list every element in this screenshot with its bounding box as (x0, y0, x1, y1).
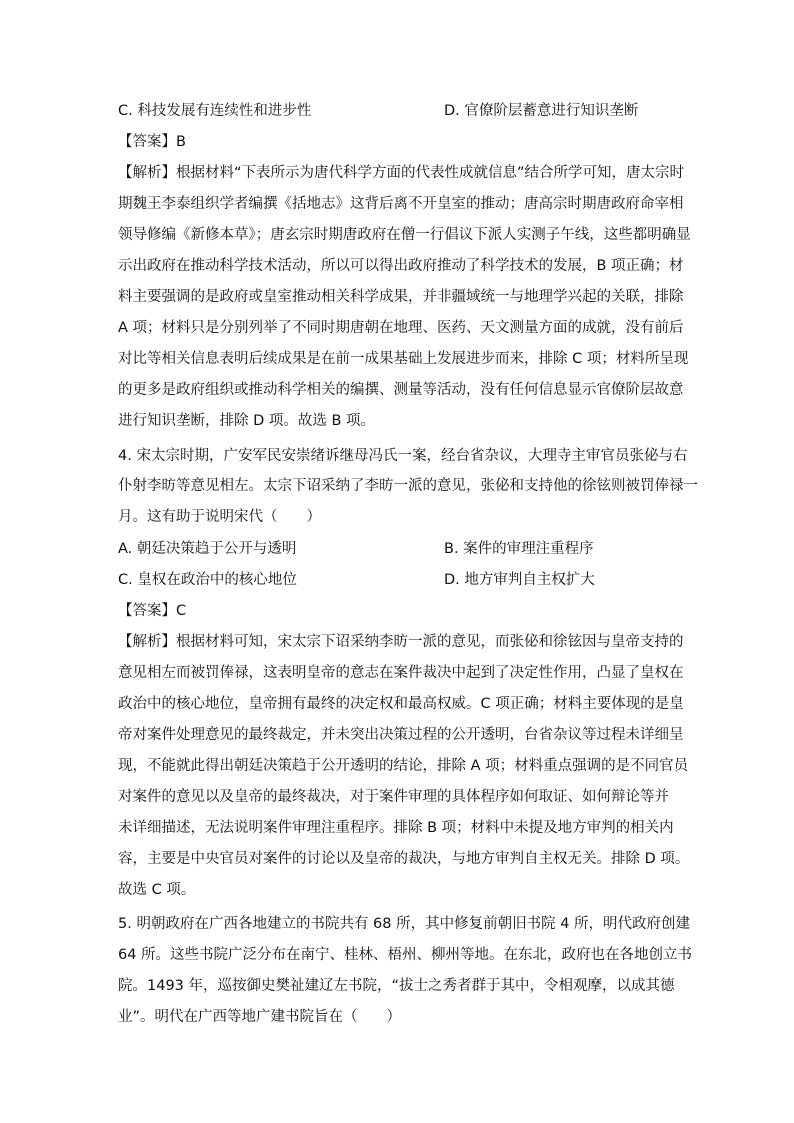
q3-analysis-line: 示出政府在推动科学技术活动，所以可以得出政府推动了科学技术的发展，B 项正确；材 (118, 258, 684, 274)
q4-analysis-line: 对案件的意见以及皇帝的最终裁决，对于案件审理的具体程序如何取证、如何辩论等并 (118, 789, 669, 805)
q3-answer: 【答案】B (118, 134, 186, 150)
q4-option-c[interactable]: C. 皇权在政治中的核心地位 (118, 572, 297, 588)
q4-option-a[interactable]: A. 朝廷决策趋于公开与透明 (118, 541, 297, 557)
q4-stem-line: 仆射李昉等意见相左。太宗下诏采纳了李昉一派的意见，张佖和支持他的徐铉则被罚俸禄一 (118, 478, 698, 494)
q3-options-row-cd (118, 101, 678, 121)
q3-option-d[interactable]: D. 官僚阶层蓄意进行知识垄断 (444, 103, 639, 119)
q5-stem-line: 64 所。这些书院广泛分布在南宁、桂林、梧州、柳州等地。在东北，政府也在各地创立书 (118, 947, 693, 963)
q5-stem-line: 院。1493 年，巡按御史樊祉建辽左书院，“拔士之秀者群于其中，令相观摩，以成其德 (118, 978, 675, 994)
q4-analysis-line: 意见相左而被罚俸禄，这表明皇帝的意志在案件裁决中起到了决定性作用，凸显了皇权在 (118, 665, 684, 681)
q3-analysis-line: 【解析】根据材料“下表所示为唐代科学方面的代表性成就信息”结合所学可知，唐太宗时 (118, 165, 685, 181)
q3-analysis-line: 期魏王李泰组织学者编撰《括地志》这背后离不开皇室的推动；唐高宗时期唐政府命宰相 (118, 196, 684, 212)
q4-stem-line: 4. 宋太宗时期，广安军民安崇绪诉继母冯氏一案，经台省杂议，大理寺主审官员张佖与右 (118, 448, 688, 464)
q3-analysis-line: 的更多是政府组织或推动科学相关的编撰、测量等活动，没有任何信息显示官僚阶层故意 (118, 382, 684, 398)
q3-analysis-line: 对比等相关信息表明后续成果是在前一成果基础上发展进步而来，排除 C 项；材料所呈现 (118, 351, 689, 367)
q5-stem-line: 业”。明代在广西等地广建书院旨在（ ） (118, 1009, 402, 1025)
q4-analysis-line: 现，不能就此得出朝廷决策趋于公开透明的结论，排除 A 项；材料重点强调的是不同官员 (118, 758, 689, 774)
q4-analysis-line: 【解析】根据材料可知，宋太宗下诏采纳李昉一派的意见，而张佖和徐铉因与皇帝支持的 (118, 634, 684, 650)
q4-option-b[interactable]: B. 案件的审理注重程序 (444, 541, 594, 557)
q3-analysis-line: A 项；材料只是分别列举了不同时期唐朝在地理、医药、天文测量方面的成就，没有前后 (118, 320, 684, 336)
q4-analysis-line: 未详细描述，无法说明案件审理注重程序。排除 B 项；材料中未提及地方审判的相关内 (118, 820, 674, 836)
q4-option-d[interactable]: D. 地方审判自主权扩大 (444, 572, 595, 588)
q3-analysis-line: 领导修编《新修本草》；唐玄宗时期唐政府在僧一行倡议下派人实测子午线，这些都明确显 (118, 227, 691, 243)
q4-analysis-line: 容，主要是中央官员对案件的讨论以及皇帝的裁决，与地方审判自主权无关。排除 D 项。 (118, 851, 690, 867)
q4-options-row-ab (118, 539, 678, 559)
q4-stem-line: 月。这有助于说明宋代（ ） (118, 509, 321, 525)
q3-option-c[interactable]: C. 科技发展有连续性和进步性 (118, 103, 312, 119)
q3-analysis-line: 进行知识垄断，排除 D 项。故选 B 项。 (118, 413, 376, 429)
q4-analysis-line: 帝对案件处理意见的最终裁定，并未突出决策过程的公开透明，台省杂议等过程未详细呈 (118, 727, 684, 743)
q5-stem-line: 5. 明朝政府在广西各地建立的书院共有 68 所，其中修复前朝旧书院 4 所，明代政府创建 (118, 916, 691, 932)
q4-answer: 【答案】C (118, 603, 187, 619)
q4-analysis-line: 故选 C 项。 (118, 882, 196, 898)
q4-options-row-cd (118, 570, 678, 590)
q4-analysis-line: 政治中的核心地位，皇帝拥有最终的决定权和最高权威。C 项正确；材料主要体现的是皇 (118, 696, 684, 712)
q3-analysis-line: 料主要强调的是政府或皇室推动相关科学成果，并非疆域统一与地理学兴起的关联，排除 (118, 289, 684, 305)
